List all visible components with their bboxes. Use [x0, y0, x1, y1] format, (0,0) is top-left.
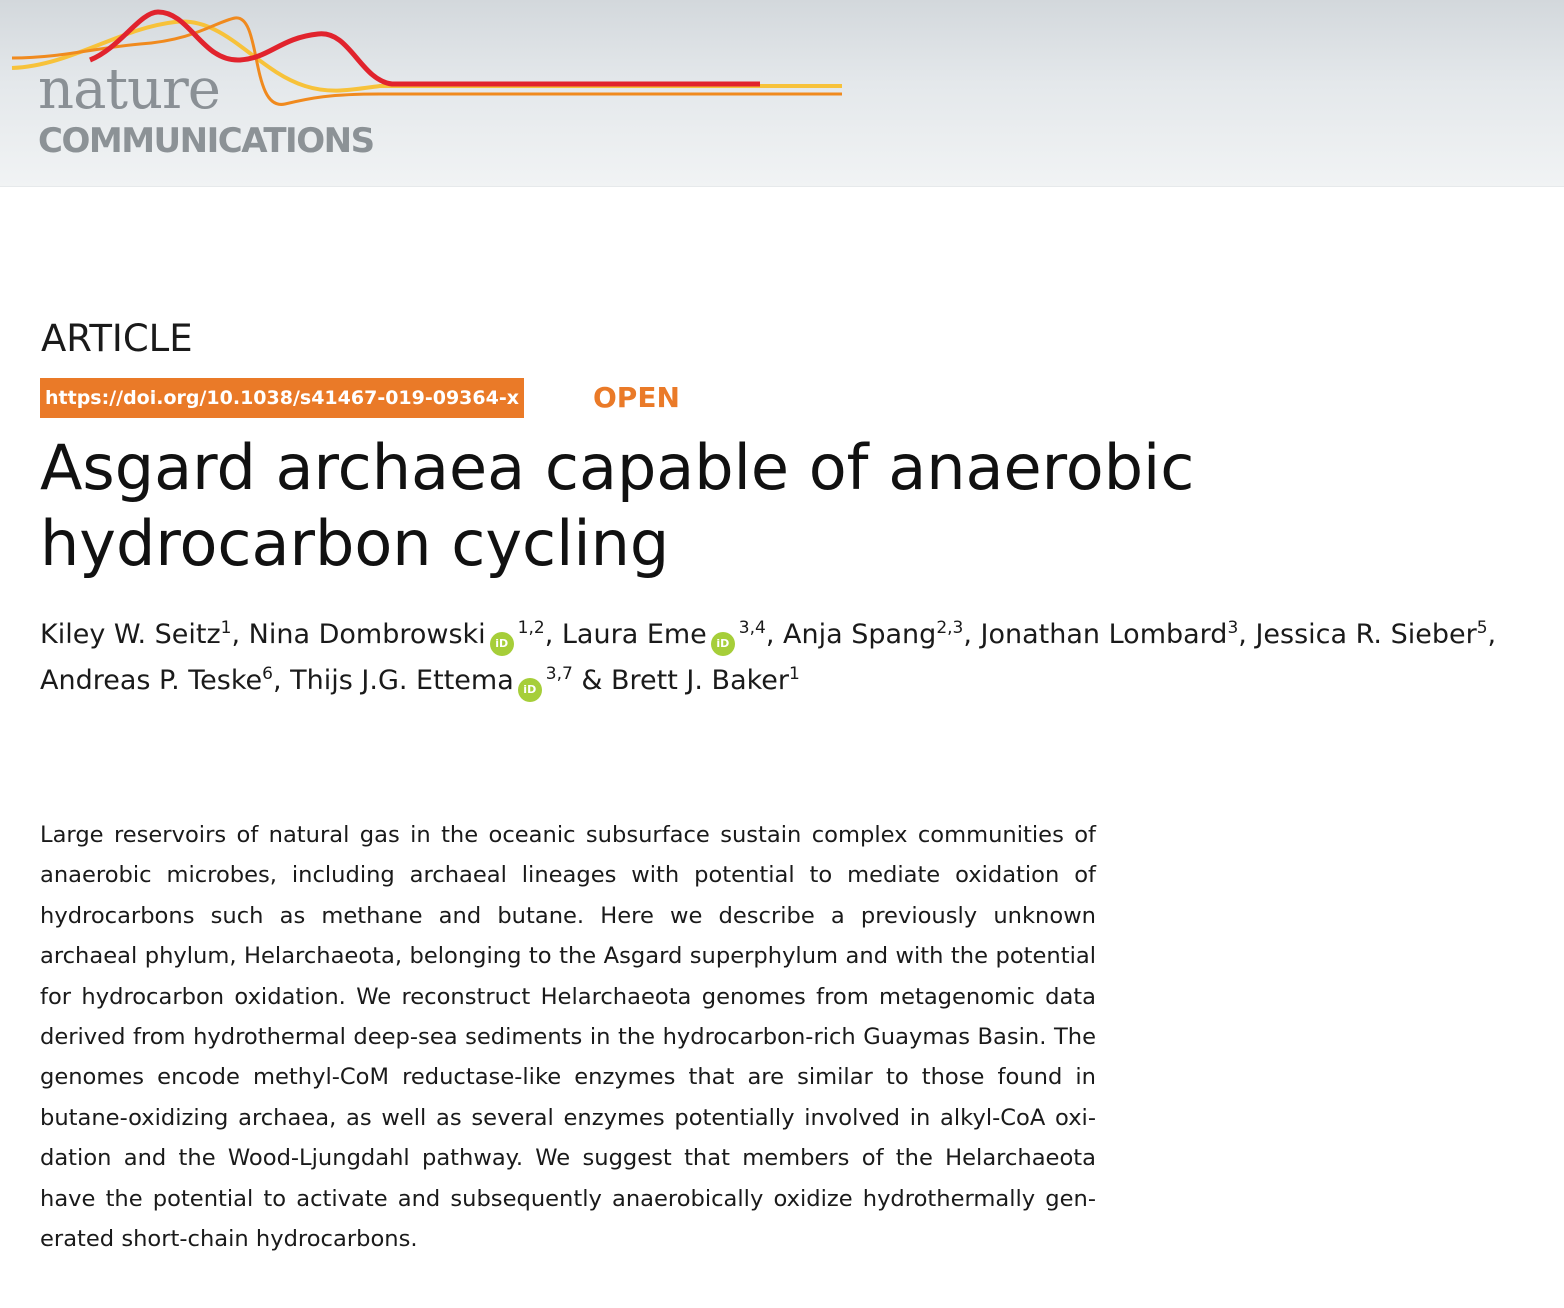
- orcid-icon[interactable]: iD: [490, 632, 514, 656]
- author-name[interactable]: Kiley W. Seitz: [40, 619, 221, 650]
- author-separator: ,: [1487, 619, 1497, 650]
- author-separator: ,: [963, 619, 981, 650]
- orcid-icon[interactable]: iD: [711, 632, 735, 656]
- author-affiliation: 1: [789, 664, 800, 684]
- author-affiliation: 3,7: [545, 664, 573, 684]
- author-list: [40, 612, 1530, 704]
- author-name[interactable]: Nina Dombrowski: [248, 619, 486, 650]
- author-affiliation: 6: [262, 664, 273, 684]
- author-affiliation: 1,2: [517, 618, 545, 638]
- author-affiliation: 1: [220, 618, 232, 638]
- author-separator: ,: [1238, 619, 1256, 650]
- orcid-icon[interactable]: iD: [518, 678, 542, 702]
- author-separator: ,: [272, 665, 291, 696]
- author-separator: ,: [231, 619, 249, 650]
- author-separator: ,: [765, 619, 784, 650]
- author-name[interactable]: Jessica R. Sieber: [1255, 619, 1477, 650]
- author-affiliation: 5: [1476, 618, 1488, 638]
- journal-logo-nature: nature: [38, 57, 220, 122]
- author-separator: &: [572, 665, 612, 696]
- author-name[interactable]: Jonathan Lombard: [980, 619, 1228, 650]
- abstract-paragraph: Large reservoirs of natural gas in the oceanic subsurface sustain complex communities of anaerobic microbes, including archaeal lineages with potential to mediate oxidation of hydrocarbons such as methane and butane. Here we describe a previously unknown archaeal phylum, Helarchaeota, belonging to the Asgard superphylum and with the potential for hydrocarbon oxidation. We reconstruct Helarchaeota genomes from metagenomic data derived from hydrothermal deep-sea sediments in the hydrocarbon-rich Guaymas Basin. The genomes encode methyl-CoM reductase-like enzymes that are similar to those found in butane-oxidizing archaea, as well as several enzymes potentially involved in alkyl-CoA oxidation and the Wood-Ljungdahl pathway. We suggest that members of the Helarchaeota have the potential to activate and subsequently anaerobically oxidize hydrothermally generated short-chain hydrocarbons.: [40, 822, 1096, 1253]
- journal-logo-communications: COMMUNICATIONS: [38, 121, 374, 161]
- doi-link[interactable]: https://doi.org/10.1038/s41467-019-09364-x: [40, 378, 524, 418]
- article-title: Asgard archaea capable of anaerobic hydrocarbon cycling: [40, 431, 1195, 580]
- author-name[interactable]: Thijs J.G. Ettema: [290, 665, 514, 696]
- author-name[interactable]: Anja Spang: [783, 619, 937, 650]
- author-name[interactable]: Laura Eme: [561, 619, 707, 650]
- author-name[interactable]: Brett J. Baker: [611, 665, 790, 696]
- article-type-label: ARTICLE: [41, 317, 193, 360]
- journal-header: [0, 0, 1564, 187]
- author-affiliation: 3,4: [738, 618, 766, 638]
- open-access-badge: OPEN: [593, 381, 680, 414]
- author-separator: ,: [544, 619, 562, 650]
- author-name[interactable]: Andreas P. Teske: [40, 665, 263, 696]
- author-affiliation: 3: [1227, 618, 1239, 638]
- author-affiliation: 2,3: [936, 618, 964, 638]
